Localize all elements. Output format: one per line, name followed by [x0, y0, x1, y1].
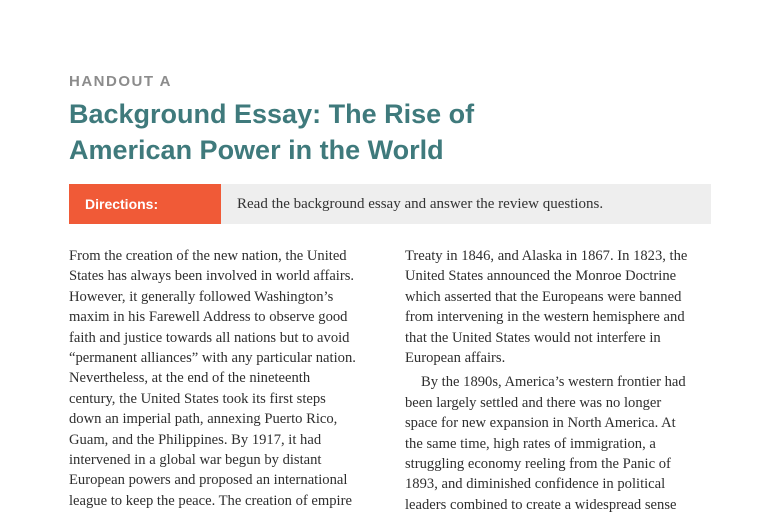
page-title [69, 96, 589, 168]
essay-line: By the 1890s, America’s western frontier had [421, 374, 686, 391]
essay-line: 1893, and diminished confidence in political [405, 476, 666, 493]
essay-line: faith and justice towards all nations but to avoid [69, 329, 350, 346]
essay-line: that the United States would not interfere in [405, 329, 661, 346]
essay-line: the same time, high rates of immigration, a [405, 435, 656, 452]
essay-line: down an imperial path, annexing Puerto Rico, [69, 411, 338, 428]
essay-line: which asserted that the Europeans were banned [405, 288, 682, 305]
essay-line: century, the United States took its first steps [69, 390, 326, 407]
essay-line: Treaty in 1846, and Alaska in 1867. In 1823, the [405, 248, 688, 264]
essay-column-right [405, 246, 715, 515]
essay-line: “permanent alliances” with any particular nation. [69, 350, 356, 367]
essay-line: European affairs. [405, 350, 506, 367]
essay-line: leaders combined to create a widespread sense [405, 496, 677, 513]
essay-line: league to keep the peace. The creation of empire [69, 492, 352, 509]
essay-line: maxim in his Farewell Address to observe good [69, 309, 348, 326]
title-line: American Power in the World [69, 135, 444, 165]
essay-line: United States announced the Monroe Doctrine [405, 268, 677, 285]
title-line: Background Essay: The Rise of [69, 99, 475, 129]
essay-column-left [69, 246, 379, 511]
essay-line: From the creation of the new nation, the United [69, 248, 347, 264]
handout-label: HANDOUT A [69, 73, 172, 90]
directions-label: Directions: [69, 184, 221, 224]
essay-line: struggling economy reeling from the Panic of [405, 456, 671, 473]
essay-line: Guam, and the Philippines. By 1917, it had [69, 431, 322, 448]
directions-bar [69, 184, 711, 224]
directions-text: Read the background essay and answer the review questions. [237, 196, 604, 212]
essay-line: from intervening in the western hemisphere and [405, 309, 685, 326]
essay-line: intervened in a global war begun by distant [69, 452, 322, 469]
essay-line: However, it generally followed Washington’s [69, 288, 334, 305]
essay-line: European powers and proposed an international [69, 472, 348, 489]
essay-line: space for new expansion in North America. At [405, 415, 676, 432]
essay-line: Nevertheless, at the end of the nineteenth [69, 370, 311, 387]
essay-line: been largely settled and there was no longer [405, 394, 662, 411]
essay-line: States has always been involved in world affairs. [69, 268, 355, 285]
